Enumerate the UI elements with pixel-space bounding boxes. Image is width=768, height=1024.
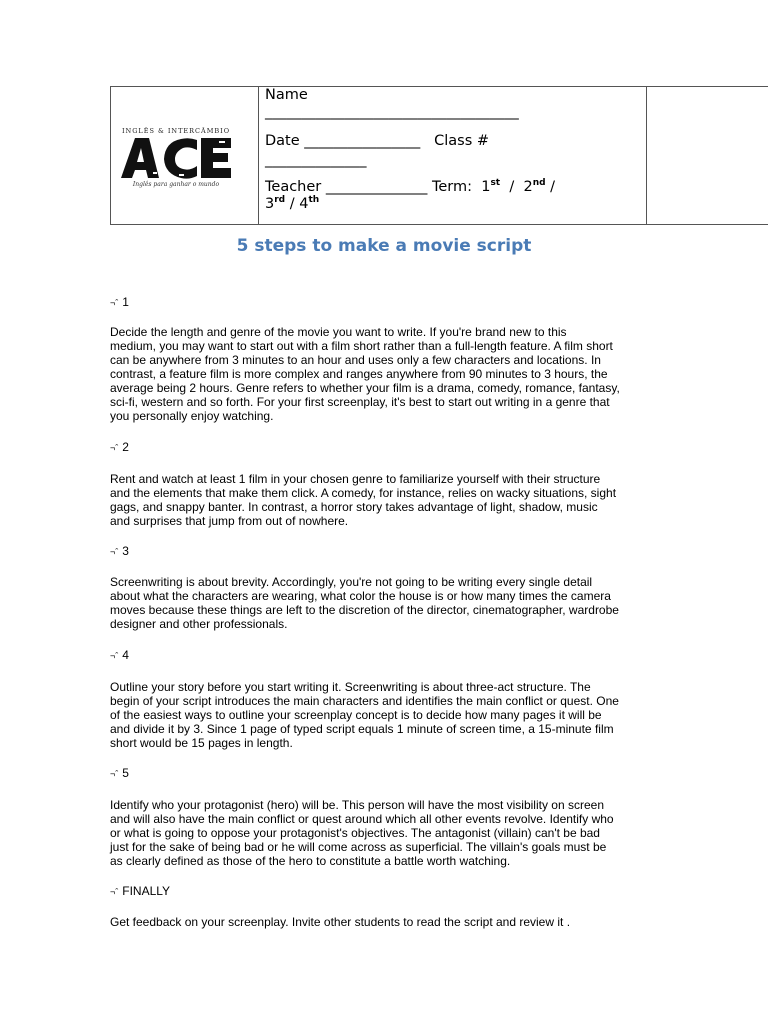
step-marker [110, 648, 129, 662]
ace-logo-mark [119, 136, 233, 180]
bullet-icon: ¬ˆ [110, 298, 119, 308]
teacher-line[interactable]: ______________ [325, 179, 428, 195]
date-line[interactable]: ________________ [304, 133, 421, 149]
term-row-2 [265, 196, 319, 212]
step-paragraph: Identify who your protagonist (hero) will be. This person will have the most visibility on screen and will also have the main conflict or quest around which all other events revolve. Identify who or what is going to oppose your protagonist's objectives. The antagonist (villain) can't be bad just for the sake of being bad or he will come across as superficial. The villain's goals must be as clearly defined as those of the hero to constitute a battle worth watching. [110, 798, 614, 868]
cell-divider [258, 87, 259, 224]
step-paragraph: Decide the length and genre of the movie you want to write. If you're brand new to this medium, you may want to start out with a film short rather than a full-length feature. A film short can be anywhere from 3 minutes to an hour and uses only a few characters and locations. In contrast, a feature film is more complex and ranges anywhere from 90 minutes to 3 hours, the average being 2 hours. Genre refers to whether your film is a drama, comedy, romance, fantasy, sci-fi, western and so forth. For your first screenplay, it's best to start out writing in a genre that you personally enjoy watching. [110, 325, 620, 423]
class-line[interactable]: ______________ [265, 152, 367, 168]
term-separator: / [509, 179, 515, 195]
term-3: 3rd [265, 195, 286, 212]
bullet-icon: ¬ˆ [110, 769, 119, 779]
step-paragraph: Rent and watch at least 1 film in your chosen genre to familiarize yourself with their structure and the elements that make them click. A comedy, for instance, relies on wacky situations, sight gags, and snappy banter. In contrast, a horror story takes advantage of light, shadow, music and surprises that jump from out of nowhere. [110, 472, 617, 528]
term-separator: / [550, 179, 556, 195]
step-number: 3 [122, 544, 129, 558]
class-label: Class # [434, 133, 490, 149]
name-field [265, 87, 308, 103]
step-number: 2 [122, 440, 129, 454]
step-marker [110, 884, 170, 898]
step-number: FINALLY [122, 884, 171, 898]
teacher-label: Teacher [265, 179, 322, 195]
step-paragraph: Outline your story before you start writing it. Screenwriting is about three-act structure. The begin of your script introduces the main characters and identifies the main conflict or quest. One of the easiest ways to outline your screenplay concept is to decide how many pages it will be and divide it by 3. Since 1 page of typed script equals 1 minute of screen time, a 15-minute film short would be 15 pages in length. [110, 680, 619, 750]
bullet-icon: ¬ˆ [110, 443, 119, 453]
name-label: Name [265, 87, 308, 103]
step-marker [110, 766, 129, 780]
step-paragraph: Get feedback on your screenplay. Invite other students to read the script and review it . [110, 915, 571, 929]
date-label: Date [265, 133, 300, 149]
step-paragraph: Screenwriting is about brevity. Accordingly, you're not going to be writing every single detail about what the characters are wearing, what color the house is or how many times the camera moves because these things are left to the discretion of the director, cinematographer, wardrobe designer and other professionals. [110, 575, 619, 631]
name-line[interactable]: ___________________________________ [265, 104, 519, 120]
term-4: 4th [299, 195, 320, 212]
bullet-icon: ¬ˆ [110, 651, 119, 661]
date-class-row [265, 133, 489, 149]
cell-divider [646, 87, 647, 224]
step-marker [110, 295, 129, 309]
step-number: 5 [122, 766, 129, 780]
term-separator: / [289, 196, 295, 212]
step-number: 4 [122, 648, 129, 662]
header-table [110, 86, 768, 225]
bullet-icon: ¬ˆ [110, 887, 119, 897]
logo-tagline: Inglês para ganhar o mundo [132, 181, 220, 188]
step-marker [110, 544, 129, 558]
page-title: 5 steps to make a movie script [236, 236, 532, 256]
logo-top-text: INGLÊS & INTERCÂMBIO [121, 127, 231, 135]
teacher-term-row [265, 179, 555, 195]
bullet-icon: ¬ˆ [110, 547, 119, 557]
term-label: Term: [431, 179, 472, 195]
step-marker [110, 440, 129, 454]
term-1: 1st [481, 178, 501, 195]
term-2: 2nd [523, 178, 546, 195]
ace-logo [117, 127, 235, 191]
step-number: 1 [122, 295, 129, 309]
